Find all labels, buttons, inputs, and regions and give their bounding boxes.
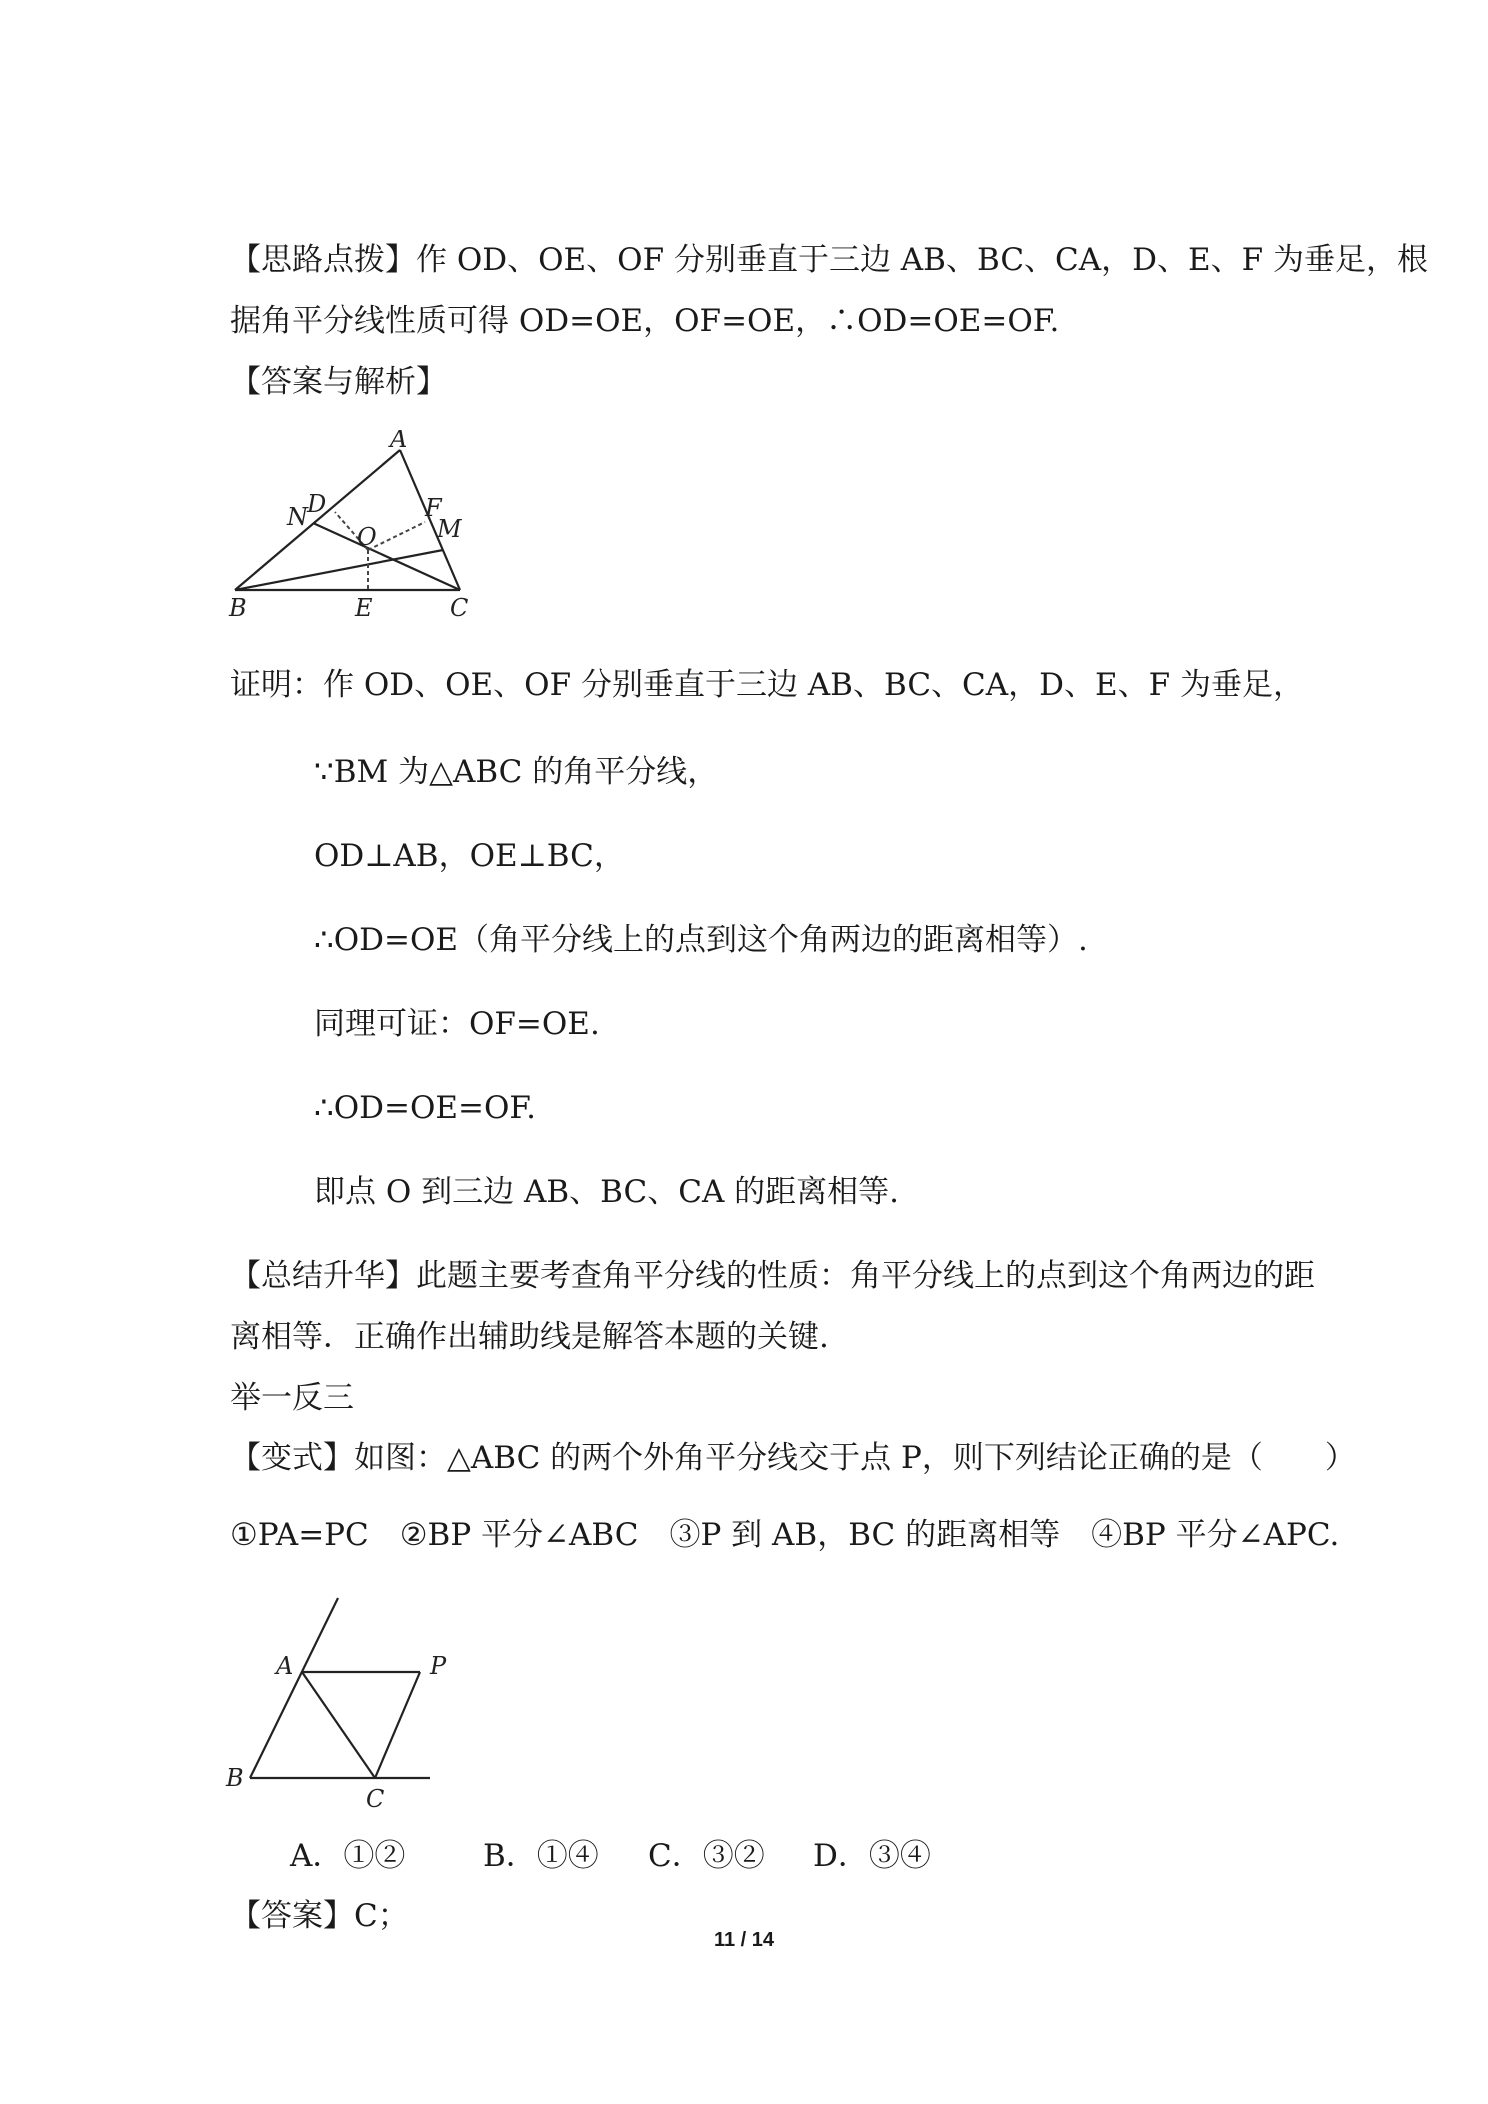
label-m: M <box>437 515 462 543</box>
option-d: D．③④ <box>813 1838 931 1874</box>
summary-line-2: 离相等．正确作出辅助线是解答本题的关键. <box>230 1319 829 1355</box>
segment-pc <box>375 1672 420 1778</box>
label-d: D <box>307 490 327 518</box>
label-b: B <box>226 1764 244 1792</box>
practice-heading: 举一反三 <box>230 1380 354 1416</box>
answer-line: 【答案】C； <box>230 1898 409 1934</box>
option-c: C．③② <box>648 1838 765 1874</box>
proof-step-6: 即点 O 到三边 AB、BC、CA 的距离相等. <box>314 1174 900 1210</box>
summary-line-1: 【总结升华】此题主要考查角平分线的性质：角平分线上的点到这个角两边的距 <box>230 1258 1315 1294</box>
segment-ac <box>302 1672 375 1778</box>
line-ba-extended <box>250 1598 338 1778</box>
proof-step-2: OD⊥AB，OE⊥BC， <box>314 838 625 874</box>
label-e: E <box>355 594 373 620</box>
figure-external-bisectors <box>220 1590 460 1820</box>
label-c: C <box>366 1785 385 1813</box>
page-number: 11 / 14 <box>713 1929 775 1951</box>
hint-line-2: 据角平分线性质可得 OD=OE，OF=OE，∴OD=OE=OF. <box>230 303 1060 339</box>
label-f: F <box>425 494 442 522</box>
option-b: B．①④ <box>483 1838 599 1874</box>
bisector-bm <box>235 550 443 590</box>
proof-step-1: ∵BM 为△ABC 的角平分线， <box>314 754 719 790</box>
figure-triangle-abc-bisectors <box>225 430 505 620</box>
proof-intro: 证明：作 OD、OE、OF 分别垂直于三边 AB、BC、CA，D、E、F 为垂足， <box>230 667 1304 703</box>
proof-step-5: ∴OD=OE=OF. <box>314 1090 536 1126</box>
label-c: C <box>450 594 469 620</box>
label-n: N <box>287 503 308 531</box>
variant-question: 【变式】如图：△ABC 的两个外角平分线交于点 P，则下列结论正确的是（ ） <box>230 1440 1356 1476</box>
variant-statements: ①PA=PC ②BP 平分∠ABC ③P 到 AB，BC 的距离相等 ④BP 平分∠APC. <box>230 1517 1340 1553</box>
side-ab <box>235 450 400 590</box>
answer-heading: 【答案与解析】 <box>230 364 447 400</box>
proof-step-3: ∴OD=OE（角平分线上的点到这个角两边的距离相等）. <box>314 922 1088 958</box>
label-a: A <box>276 1652 294 1680</box>
proof-step-4: 同理可证：OF=OE. <box>314 1006 600 1042</box>
option-a: A．①② <box>290 1838 406 1874</box>
label-b: B <box>229 594 247 620</box>
label-a: A <box>390 430 408 453</box>
label-p: P <box>430 1652 447 1680</box>
hint-line-1: 【思路点拨】作 OD、OE、OF 分别垂直于三边 AB、BC、CA，D、E、F 为垂足，根 <box>230 242 1428 278</box>
label-o: O <box>357 523 377 551</box>
